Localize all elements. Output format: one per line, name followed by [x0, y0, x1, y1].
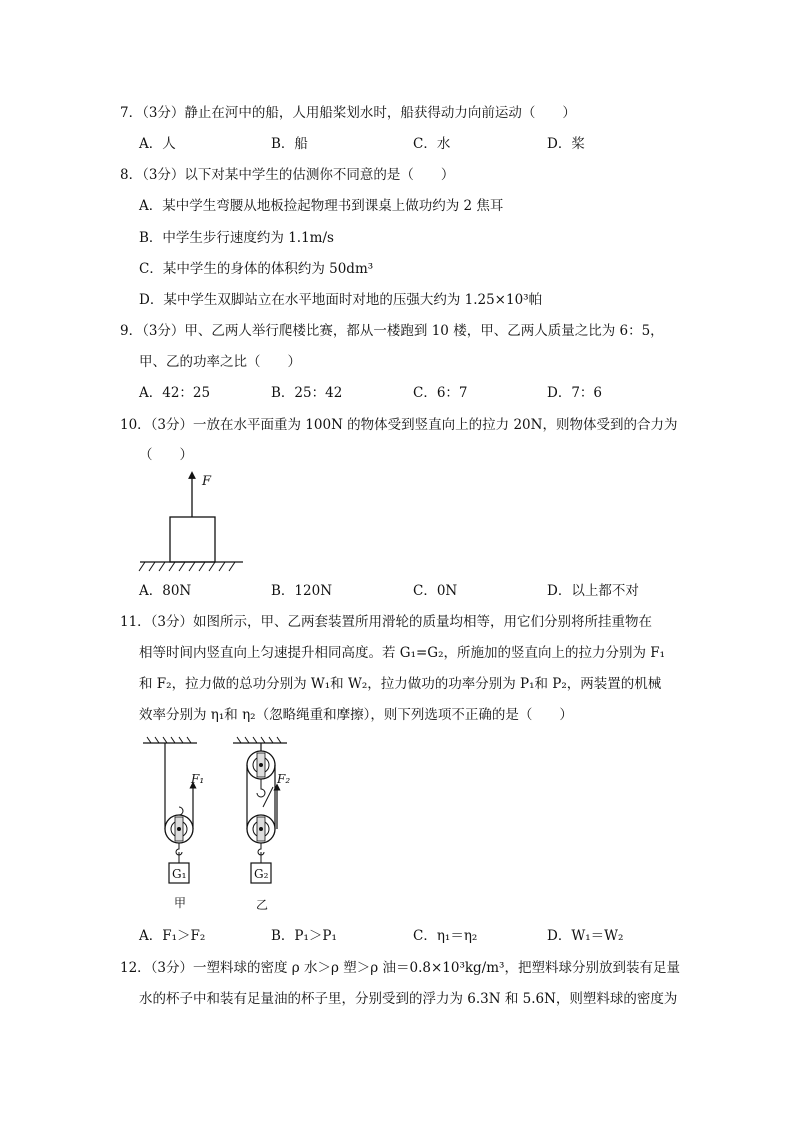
q10-ground-hatch — [139, 562, 235, 571]
q10-option-c: C．0N — [413, 583, 458, 599]
q10-option-b: B．120N — [271, 583, 333, 599]
q11-stem-line-1: 11．（3分）如图所示，甲、乙两套装置所用滑轮的质量均相等，用它们分别将所挂重物在 — [120, 614, 653, 630]
q10-block — [170, 517, 215, 562]
q9-option-a: A．42：25 — [139, 385, 211, 401]
q11-stem-line-3: 和 F₂，拉力做的总功分别为 W₁和 W₂，拉力做功的功率分别为 P₁和 P₂，两装置的机械 — [139, 676, 662, 692]
q11-option-c: C．η₁＝η₂ — [413, 928, 478, 944]
q8-option-a: A．某中学生弯腰从地板捡起物理书到课桌上做功约为 2 焦耳 — [139, 198, 504, 214]
q9-option-d: D．7：6 — [547, 385, 603, 401]
q11-option-b: B．P₁＞P₁ — [271, 928, 337, 944]
q11-apparatus-left — [143, 737, 204, 910]
q11-stem-line-4: 效率分别为 η₁和 η₂（忽略绳重和摩擦），则下列选项不正确的是（ ） — [139, 707, 573, 723]
q7-option-a: A．人 — [139, 136, 176, 152]
q7-option-d: D．桨 — [547, 136, 585, 152]
q8-option-d: D．某中学生双脚站立在水平地面时对地的压强大约为 1.25×10³帕 — [139, 292, 543, 308]
q12-stem-line-1: 12．（3分）一塑料球的密度 ρ 水＞ρ 塑＞ρ 油＝0.8×10³kg/m³，把塑料球分别放到装有足量 — [120, 960, 680, 976]
q10-force-label: F — [202, 474, 212, 489]
q8-stem: 8．（3分）以下对某中学生的估测你不同意的是（ ） — [120, 167, 455, 183]
q11-figure — [135, 735, 315, 915]
q8-option-c: C．某中学生的身体的体积约为 50dm³ — [139, 261, 374, 277]
q7-option-b: B．船 — [271, 136, 308, 152]
q11-right-caption: 乙 — [256, 898, 269, 912]
q7-option-c: C．水 — [413, 136, 451, 152]
q10-option-a: A．80N — [139, 583, 192, 599]
q10-stem-line-1: 10．（3分）一放在水平面重为 100N 的物体受到竖直向上的拉力 20N，则物体受到的合力为 — [120, 417, 678, 433]
q11-stem-line-2: 相等时间内竖直向上匀速提升相同高度。若 G₁=G₂，所施加的竖直向上的拉力分别为 F₁ — [139, 645, 666, 661]
q9-stem-line-2: 甲、乙的功率之比（ ） — [139, 354, 301, 370]
q11-right-weight-label: G₂ — [254, 867, 269, 881]
q11-right-force-label: F₂ — [277, 772, 291, 786]
q7-stem: 7．（3分）静止在河中的船，人用船桨划水时，船获得动力向前运动（ ） — [120, 105, 576, 121]
q11-left-force-label: F₁ — [191, 772, 205, 786]
q8-option-b: B．中学生步行速度约为 1.1m/s — [139, 230, 334, 246]
q10-figure — [135, 465, 255, 575]
q10-option-d: D．以上都不对 — [547, 583, 639, 599]
q11-left-weight-label: G₁ — [172, 867, 187, 881]
q11-option-d: D．W₁＝W₂ — [547, 928, 624, 944]
q11-option-a: A．F₁＞F₂ — [139, 928, 206, 944]
q12-stem-line-2: 水的杯子中和装有足量油的杯子里，分别受到的浮力为 6.3N 和 5.6N，则塑料球的密度为 — [139, 991, 678, 1007]
q9-option-c: C．6：7 — [413, 385, 468, 401]
q11-apparatus-right — [233, 737, 290, 912]
q9-stem-line-1: 9．（3分）甲、乙两人举行爬楼比赛，都从一楼跑到 10 楼，甲、乙两人质量之比为 6：5， — [120, 323, 664, 339]
q11-left-caption: 甲 — [174, 896, 187, 910]
q9-option-b: B．25：42 — [271, 385, 343, 401]
q10-stem-line-2: （ ） — [139, 447, 193, 463]
